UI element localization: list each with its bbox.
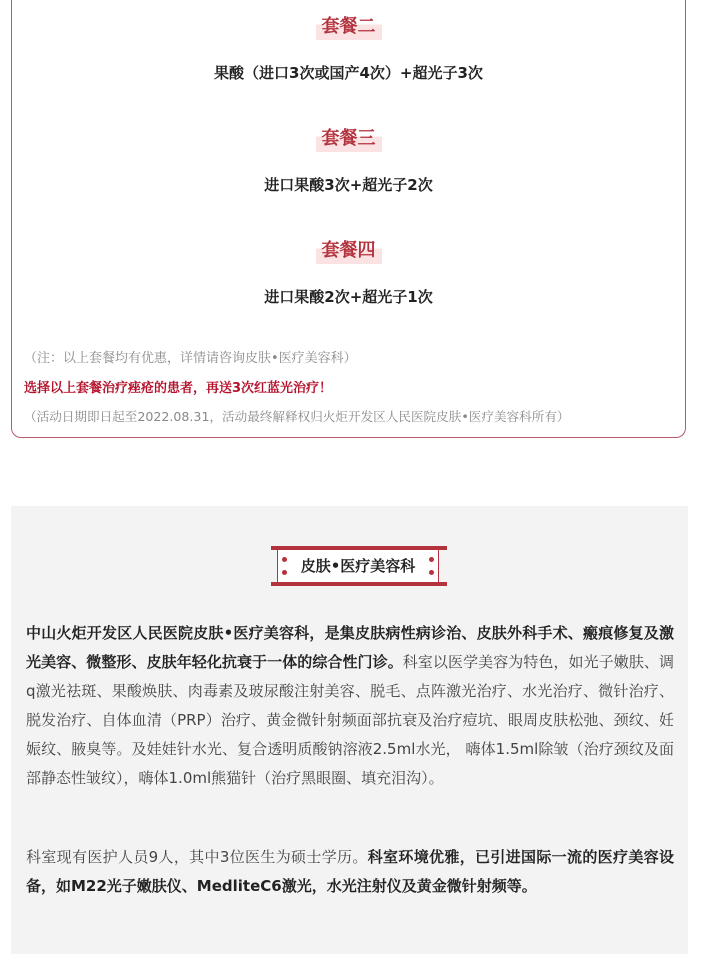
staff-bold: 科室环境优雅，已引进国际一流的医疗美容设备，如M22光子嫩肤仪、MedliteC6激光，水光注射仪及黄金微针射频等。	[26, 848, 674, 895]
department-intro-section	[11, 506, 688, 954]
badge-bottom-bar	[271, 582, 447, 586]
description-bold: 中山火炬开发区人民医院皮肤•医疗美容科，是集皮肤病性病诊治、皮肤外科手术、瘢痕修复及激光美容、微整形、皮肤年轻化抗衰于一体的综合性门诊。	[26, 624, 674, 671]
discount-note: （注：以上套餐均有优惠，详情请咨询皮肤•医疗美容科）	[24, 351, 357, 366]
staff-plain: 科室现有医护人员9人，其中3位医生为硕士学历。	[26, 848, 368, 866]
package-3-desc: 进口果酸3次+超光子2次	[264, 176, 433, 194]
badge-label: 皮肤•医疗美容科	[300, 557, 416, 575]
package-2-desc: 果酸（进口3次或国产4次）+超光子3次	[214, 64, 483, 82]
package-2-title: 套餐二	[12, 14, 685, 40]
description-rest: 科室以医学美容为特色，如光子嫩肤、调q激光祛斑、果酸焕肤、肉毒素及玻尿酸注射美容、脱毛、点阵激光治疗、水光治疗、微针治疗、脱发治疗、自体血清（PRP）治疗、黄金微针射频面部抗衰及治疗痘坑、眼周皮肤松弛、颈纹、妊娠纹、腋臭等。及娃娃针水光、复合透明质酸钠溶液2.5ml水光， 嗨体1.5ml除皱（治疗颈纹及面部静态性皱纹），嗨体1.0ml熊猫针（治疗黑眼圈、填充泪沟）。	[26, 653, 674, 787]
package-card	[11, 0, 686, 438]
activity-note: （活动日期即日起至2022.08.31，活动最终解释权归火炬开发区人民医院皮肤•医疗美容科所有）	[24, 409, 570, 424]
badge-box	[277, 550, 439, 582]
department-description	[26, 619, 674, 793]
bonus-note: 选择以上套餐治疗痤疮的患者，再送3次红蓝光治疗！	[24, 381, 333, 396]
department-badge	[271, 546, 447, 586]
staff-description	[26, 843, 674, 901]
package-4-title: 套餐四	[12, 238, 685, 264]
package-3-title: 套餐三	[12, 126, 685, 152]
package-4-desc: 进口果酸2次+超光子1次	[264, 288, 433, 306]
